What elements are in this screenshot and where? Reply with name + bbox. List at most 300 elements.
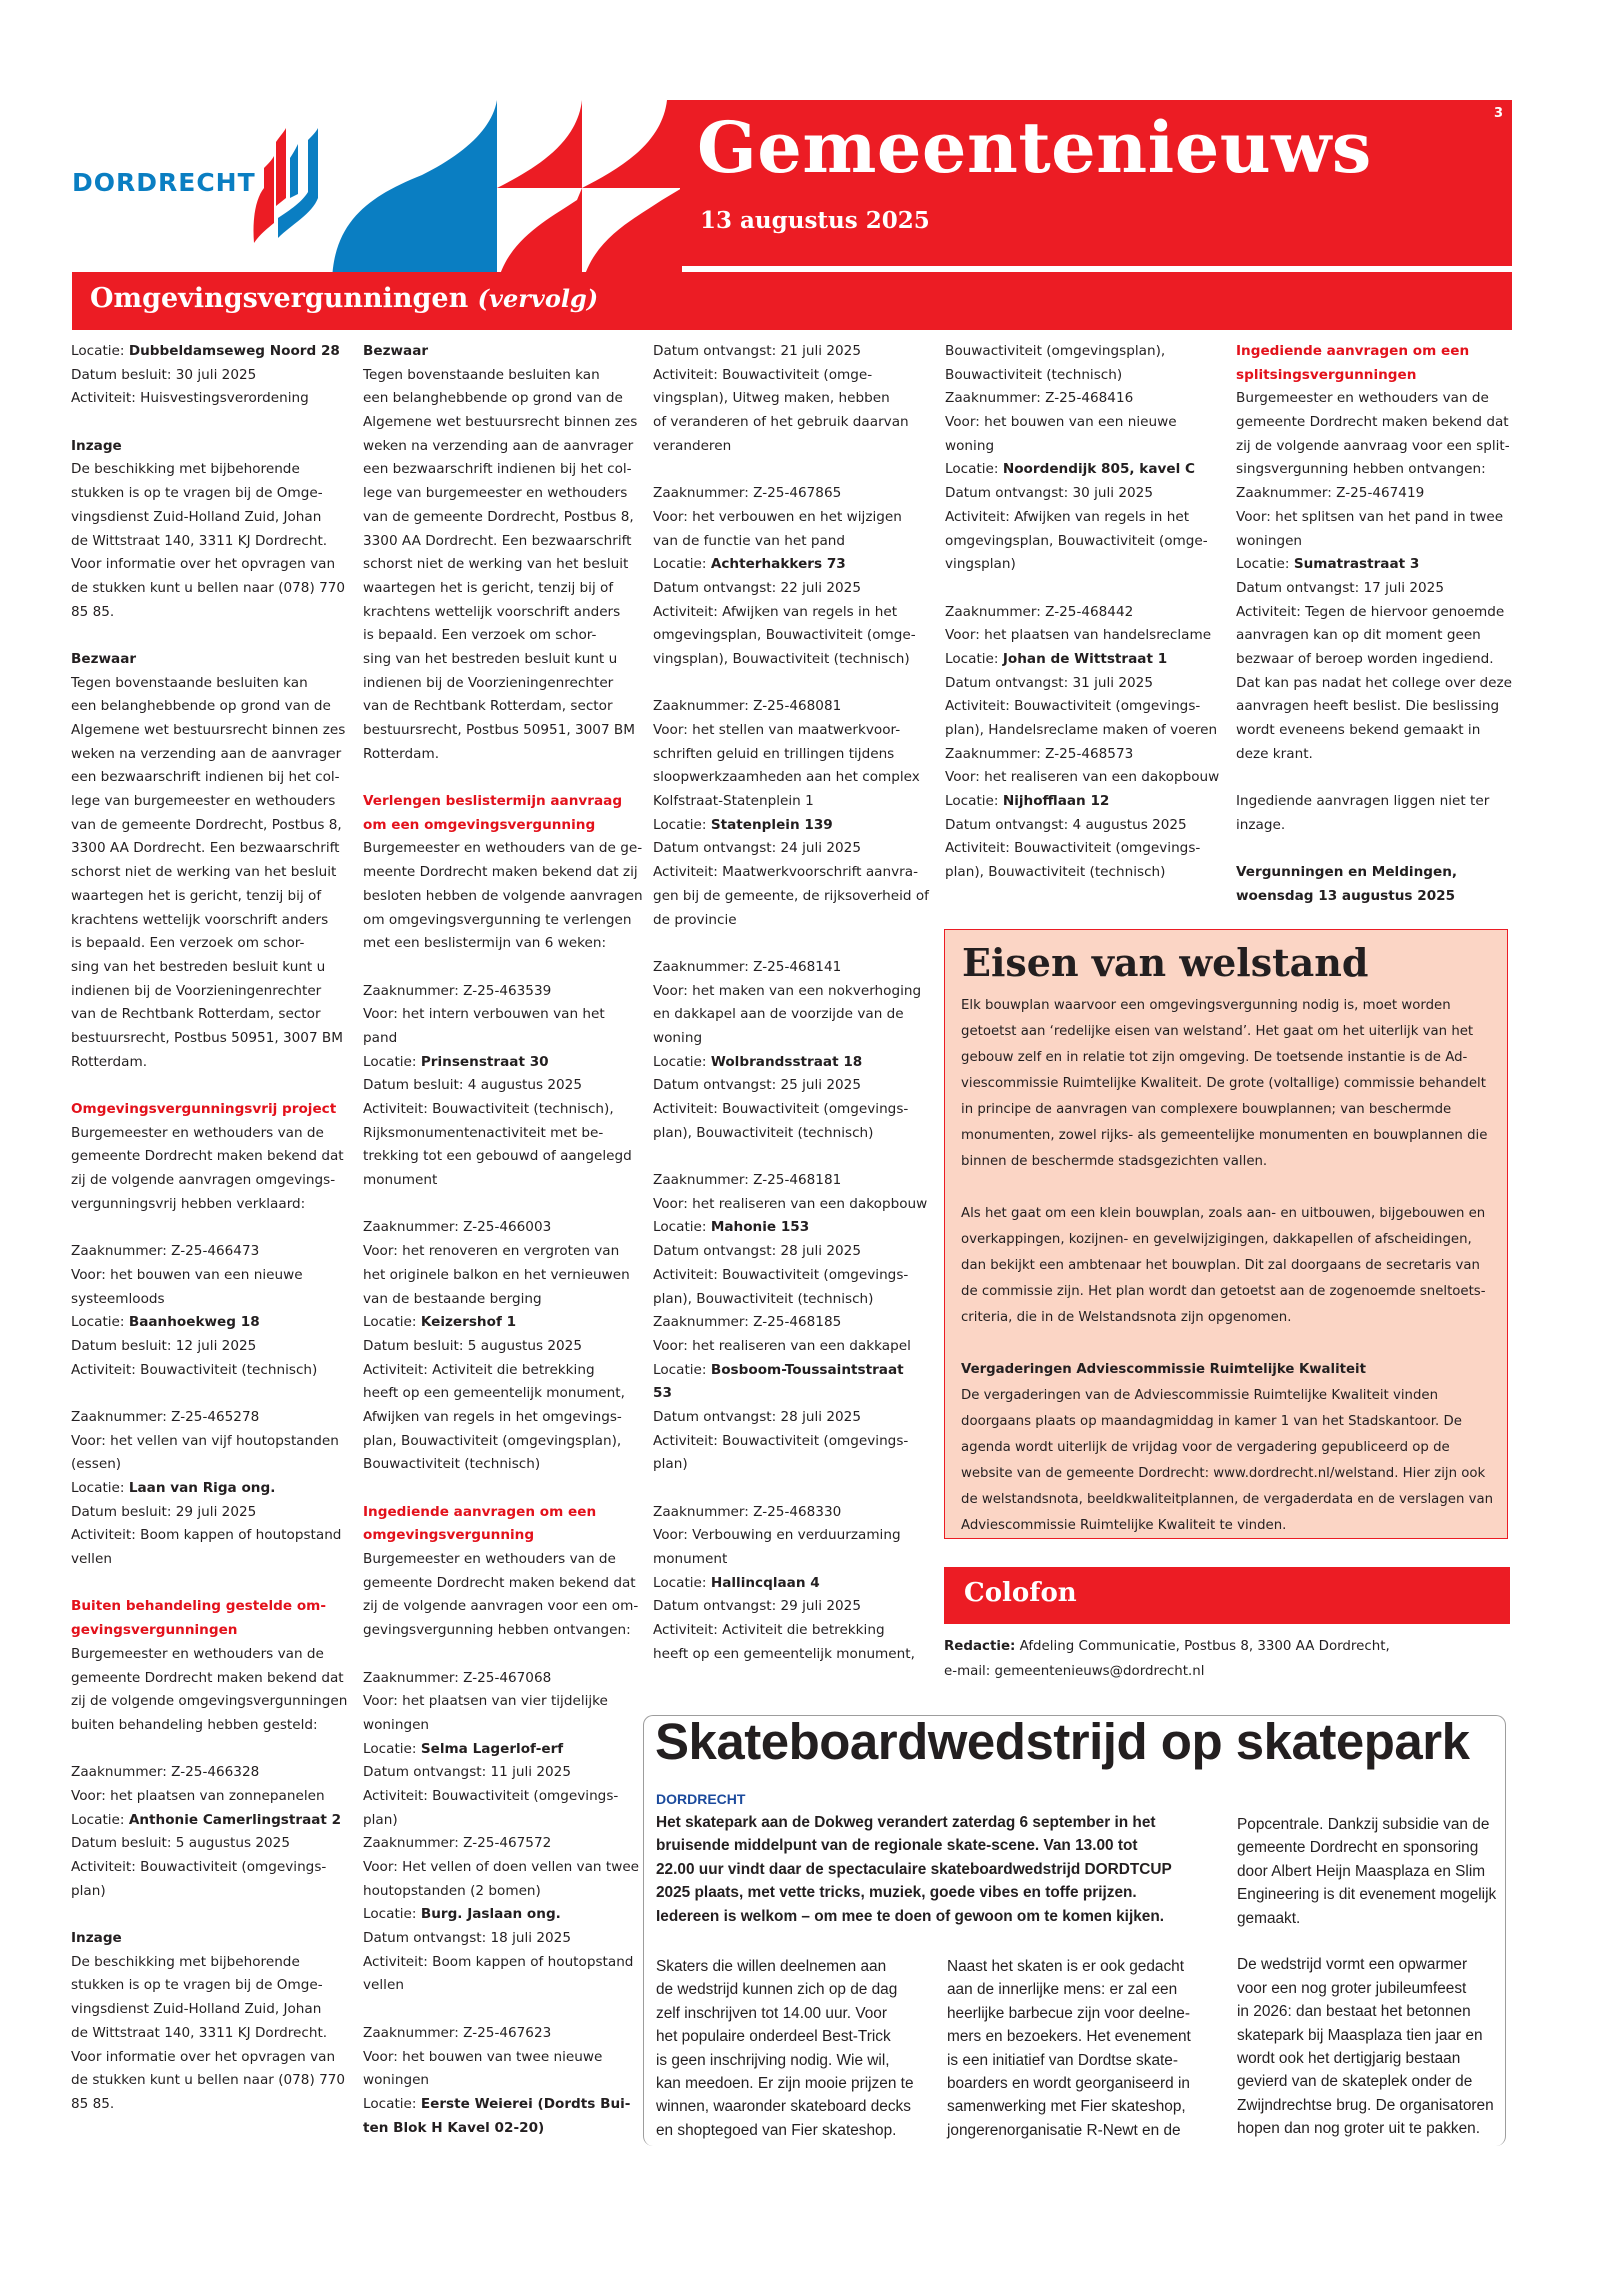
text-line: zij de volgende aanvragen omgevings- xyxy=(71,1172,336,1189)
text-line: Voor: het vellen van vijf houtopstanden xyxy=(71,1432,339,1449)
text-line: stukken is op te vragen bij de Omge- xyxy=(71,485,323,502)
text-line: Voor: het bouwen van een nieuwe xyxy=(71,1266,303,1283)
label: Locatie: xyxy=(945,461,1003,478)
dordrecht-logo-icon xyxy=(246,128,328,243)
text-line: bestuursrecht, Postbus 50951, 3007 BM xyxy=(363,722,635,738)
blank-line xyxy=(1236,766,1516,790)
skate-article-column-3 xyxy=(1237,1813,1496,2140)
text-line: Afwijken van regels in het omgevings- xyxy=(363,1408,622,1425)
text-line: een belanghebbende op grond van de xyxy=(71,698,331,715)
blank-line xyxy=(71,1074,351,1098)
text-line: Datum ontvangst: 30 juli 2025 xyxy=(945,485,1153,502)
blank-line xyxy=(653,458,933,482)
text-line: viescommissie Ruimtelijke Kwaliteit. De grote (voltallige) commissie behandelt xyxy=(961,1076,1486,1091)
text-line: Zaaknummer: Z-25-466473 xyxy=(71,1243,260,1260)
text-line: Activiteit: Bouwactiviteit (technisch), xyxy=(363,1101,614,1117)
text-line: zij de volgende aanvraag voor een split- xyxy=(1236,437,1510,454)
text-line: wordt eveneens bekend gemaakt in xyxy=(1236,722,1481,738)
blank-line xyxy=(71,411,351,435)
text-line: Datum besluit: 30 juli 2025 xyxy=(71,366,257,383)
notice-column-4 xyxy=(945,340,1225,885)
text-line: is bepaald. Een verzoek om schor- xyxy=(363,627,597,644)
text-line: gemeente Dordrecht maken bekend dat xyxy=(1236,414,1509,431)
location-line xyxy=(363,2093,643,2117)
text-line: plan), Bouwactiviteit (technisch) xyxy=(945,864,1166,881)
text-line: Burgemeester en wethouders van de ge- xyxy=(363,840,643,857)
article-text-line: in 2026: dan bestaat het betonnen xyxy=(1237,2003,1471,2021)
blank-line xyxy=(945,577,1225,601)
text-line: in principe de aanvragen van complexere bouwplannen; van beschermde xyxy=(961,1102,1452,1117)
text-line: Zaaknummer: Z-25-468573 xyxy=(945,745,1134,762)
text-line: e-mail: gemeentenieuws@dordrecht.nl xyxy=(944,1664,1205,1679)
article-text-line: 22.00 uur vindt daar de spectaculaire skateboardwedstrijd DORDTCUP xyxy=(656,1860,1172,1878)
text-line: vergunningsvrij hebben verklaard: xyxy=(71,1195,306,1212)
location-value: Eerste Weierei (Dordts Bui- xyxy=(420,2095,631,2112)
text-line: heeft op een gemeentelijk monument, xyxy=(653,1645,915,1662)
text-line: woningen xyxy=(363,1716,430,1733)
text-line: gen bij de gemeente, de rijksoverheid of xyxy=(653,887,929,904)
location-line xyxy=(363,1738,643,1762)
text-line: schriften geluid en trillingen tijdens xyxy=(653,745,895,762)
text-line: indienen bij de Voorzieningenrechter xyxy=(71,982,322,999)
text-line: krachtens wettelijk voorschrift anders xyxy=(71,911,329,928)
text-line: Als het gaat om een klein bouwplan, zoals aan- en uitbouwen, bijgebouwen en xyxy=(961,1206,1486,1221)
article-text-line: gemeente Dordrecht en sponsoring xyxy=(1237,1839,1479,1857)
text-line: Algemene wet bestuursrecht binnen zes xyxy=(363,414,638,431)
text-line: Activiteit: Bouwactiviteit (omgevings- xyxy=(653,1101,909,1117)
article-text-line: kan meedoen. Er zijn mooie prijzen te xyxy=(656,2074,914,2092)
text-line: Zaaknummer: Z-25-468185 xyxy=(653,1314,842,1331)
bold-line: Bezwaar xyxy=(363,343,429,359)
location-value: Baanhoekweg 18 xyxy=(128,1314,260,1331)
text-line: inzage. xyxy=(1236,816,1286,833)
location-line xyxy=(71,1809,351,1833)
text-line: De beschikking met bijbehorende xyxy=(71,461,300,478)
blank-line xyxy=(363,956,643,980)
text-line: Datum ontvangst: 28 juli 2025 xyxy=(653,1408,861,1425)
text-line: houtopstanden (2 bomen) xyxy=(363,1882,541,1899)
text-line: criteria, die in de Welstandsnota zijn opgenomen. xyxy=(961,1310,1292,1325)
text-line: van de Rechtbank Rotterdam, sector xyxy=(363,698,613,715)
text-line: de welstandsnota, beeldkwaliteitplannen, de vergaderdata en de verslagen van xyxy=(961,1492,1494,1507)
text-line: Bouwactiviteit (technisch) xyxy=(363,1456,541,1473)
text-line: Zaaknummer: Z-25-467419 xyxy=(1236,485,1425,502)
article-text-line: is geen inschrijving nodig. Wie wil, xyxy=(656,2051,890,2069)
text-line: een bezwaarschrift indienen bij het col- xyxy=(363,461,632,478)
label: Locatie: xyxy=(71,1480,129,1496)
text-line: plan) xyxy=(363,1811,398,1828)
text-line: Activiteit: Activiteit die betrekking xyxy=(363,1361,595,1378)
welstand-body xyxy=(961,993,1493,1539)
text-line: Zaaknummer: Z-25-468081 xyxy=(653,698,842,715)
text-line: getoetst aan ‘redelijke eisen van welstand’. Het gaat om het uiterlijk van het xyxy=(961,1024,1474,1039)
text-line: monument xyxy=(363,1172,438,1189)
label: Locatie: xyxy=(945,793,1003,810)
text-line: is bepaald. Een verzoek om schor- xyxy=(71,935,305,952)
text-line: Voor: het renoveren en vergroten van xyxy=(363,1243,620,1260)
bold-line: woensdag 13 augustus 2025 xyxy=(1236,887,1456,904)
article-text-line: en shoptegoed van Fier skateshop. xyxy=(656,2121,897,2139)
notice-column-3 xyxy=(653,340,933,1667)
text-line: Dat kan pas nadat het college over deze xyxy=(1236,674,1513,691)
subsection-heading: gevingsvergunningen xyxy=(71,1622,238,1639)
text-line: Datum ontvangst: 24 juli 2025 xyxy=(653,840,861,857)
label: Locatie: xyxy=(363,1740,421,1757)
text-line: agenda wordt uiterlijk de vrijdag voor de vergadering gepubliceerd op de xyxy=(961,1440,1450,1455)
text-line: 3300 AA Dordrecht. Een bezwaarschrift xyxy=(71,840,340,857)
label: Locatie: xyxy=(653,1219,711,1236)
text-line: Elk bouwplan waarvoor een omgevingsvergunning nodig is, moet worden xyxy=(961,998,1451,1013)
text-line: met een beslistermijn van 6 weken: xyxy=(363,935,607,952)
text-line: doorgaans plaats op maandagmiddag in kamer 1 van het Stadskantoor. De xyxy=(961,1414,1462,1429)
text-line: pand xyxy=(363,1029,398,1046)
text-line: de Wittstraat 140, 3311 KJ Dordrecht. xyxy=(71,2024,328,2041)
text-line: of veranderen of het gebruik daarvan xyxy=(653,414,909,431)
location-line xyxy=(653,1572,933,1596)
notice-column-1 xyxy=(71,340,351,2117)
article-text-line: het populaire onderdeel Best-Trick xyxy=(656,2028,891,2046)
text-line: Activiteit: Afwijken van regels in het xyxy=(653,603,898,620)
label: Locatie: xyxy=(71,1811,129,1828)
text-line: vellen xyxy=(363,1977,404,1994)
text-line: Voor informatie over het opvragen van xyxy=(71,556,336,573)
text-line: plan), Bouwactiviteit (technisch) xyxy=(653,1290,874,1307)
text-line: meente Dordrecht maken bekend dat zij xyxy=(363,864,638,881)
text-line: weken na verzending aan de aanvrager xyxy=(363,437,634,454)
text-line: de provincie xyxy=(653,911,737,928)
text-line: Voor: het bouwen van een nieuwe xyxy=(945,414,1177,431)
text-line: woning xyxy=(653,1029,703,1046)
article-text-line: hopen dan nog groter uit te pakken. xyxy=(1237,2120,1481,2138)
text-line: Activiteit: Bouwactiviteit (omgevings- xyxy=(71,1859,327,1875)
text-line: vingsplan) xyxy=(945,556,1016,573)
article-text-line: bruisende middelpunt van de regionale skate-scene. Van 13.00 tot xyxy=(656,1837,1138,1855)
colofon-title: Colofon xyxy=(964,1578,1077,1608)
text-line: Voor: het splitsen van het pand in twee xyxy=(1236,508,1504,525)
article-text-line: winnen, waaronder skateboard decks xyxy=(656,2098,911,2116)
text-line: Burgemeester en wethouders van de xyxy=(363,1551,616,1568)
text-line: schorst niet de werking van het besluit xyxy=(363,556,629,573)
text-line: Rotterdam. xyxy=(71,1053,148,1070)
text-line: woningen xyxy=(1236,532,1303,549)
text-line: een belanghebbende op grond van de xyxy=(363,390,623,407)
blank-line xyxy=(653,672,933,696)
text-line: binnen de beschermde stadsgezichten vallen. xyxy=(961,1154,1268,1169)
issue-date: 13 augustus 2025 xyxy=(700,207,930,234)
text-line: en dakkapel aan de voorzijde van de xyxy=(653,1006,904,1023)
blank-line xyxy=(71,1738,351,1762)
location-line xyxy=(945,790,1225,814)
subsection-heading: Buiten behandeling gestelde om- xyxy=(71,1598,326,1615)
text-line: bestuursrecht, Postbus 50951, 3007 BM xyxy=(71,1029,343,1046)
text-line: Zaaknummer: Z-25-467865 xyxy=(653,485,842,502)
section-title-main: Omgevingsvergunningen xyxy=(90,283,469,314)
text-line: plan) xyxy=(653,1456,688,1473)
text-line: Zaaknummer: Z-25-468416 xyxy=(945,390,1134,407)
text-line: omgevingsplan, Bouwactiviteit (omge- xyxy=(945,532,1208,549)
location-value: Bosboom-Toussaintstraat xyxy=(710,1361,904,1378)
text-line: een bezwaarschrift indienen bij het col- xyxy=(71,769,340,786)
article-text-line: Naast het skaten is er ook gedacht xyxy=(947,1958,1184,1975)
text-line: Voor: het realiseren van een dakkapel xyxy=(653,1337,911,1354)
subsection-heading: Omgevingsvergunningsvrij project xyxy=(71,1101,337,1117)
text-line: Zaaknummer: Z-25-467623 xyxy=(363,2024,552,2041)
text-line: De beschikking met bijbehorende xyxy=(71,1953,300,1970)
location-line xyxy=(71,1477,351,1501)
blank-line xyxy=(363,1643,643,1667)
text-line: Datum besluit: 5 augustus 2025 xyxy=(363,1337,582,1354)
text-line: Rotterdam. xyxy=(363,745,440,762)
location-value: Laan van Riga ong. xyxy=(128,1480,276,1496)
blank-line xyxy=(1236,837,1516,861)
blank-line xyxy=(363,1477,643,1501)
text-line: sing van het bestreden besluit kunt u xyxy=(363,650,618,667)
text-line: singsvergunning hebben ontvangen: xyxy=(1236,461,1486,478)
text-line: Tegen bovenstaande besluiten kan xyxy=(71,674,308,691)
text-line: Datum ontvangst: 11 juli 2025 xyxy=(363,1764,571,1781)
location-line xyxy=(653,553,933,577)
text-line: van de bestaande berging xyxy=(363,1290,542,1307)
location-value: Anthonie Camerlingstraat 2 xyxy=(128,1811,342,1828)
text-line: vingsdienst Zuid-Holland Zuid, Johan xyxy=(71,508,322,525)
text-line: Tegen bovenstaande besluiten kan xyxy=(363,366,600,383)
text-line: Zaaknummer: Z-25-467068 xyxy=(363,1669,552,1686)
text-line: Datum ontvangst: 17 juli 2025 xyxy=(1236,579,1444,596)
text-line: bezwaar of beroep worden ingediend. xyxy=(1236,650,1494,667)
notice-column-5 xyxy=(1236,340,1516,909)
article-text-line: Popcentrale. Dankzij subsidie van de xyxy=(1237,1816,1490,1833)
blank-line xyxy=(71,1216,351,1240)
text-line: trekking tot een gebouwd of aangelegd xyxy=(363,1148,632,1165)
text-line: Zaaknummer: Z-25-467572 xyxy=(363,1835,552,1852)
label: Locatie: xyxy=(363,1314,421,1331)
location-value: Mahonie 153 xyxy=(710,1219,810,1236)
text-line: waartegen het is gericht, tenzij bij of xyxy=(363,579,614,596)
text-line: Datum besluit: 4 augustus 2025 xyxy=(363,1077,582,1094)
location-line xyxy=(653,1216,933,1240)
text-line: Datum ontvangst: 28 juli 2025 xyxy=(653,1243,861,1260)
text-line: De vergaderingen van de Adviescommissie Ruimtelijke Kwaliteit vinden xyxy=(961,1388,1439,1403)
text-line: schorst niet de werking van het besluit xyxy=(71,864,337,881)
header-wave-graphic xyxy=(332,100,682,288)
text-line: de commissie zijn. Het plan wordt dan getoetst aan de zogenoemde sneltoets- xyxy=(961,1284,1486,1299)
text-line xyxy=(944,1634,1390,1659)
location-line xyxy=(945,648,1225,672)
label: Locatie: xyxy=(653,1574,711,1591)
text-line: van de functie van het pand xyxy=(653,532,846,549)
subsection-heading: Ingediende aanvragen om een xyxy=(1236,343,1470,359)
text-line: Voor: Verbouwing en verduurzaming xyxy=(653,1527,901,1544)
text-line: het originele balkon en het vernieuwen xyxy=(363,1266,630,1283)
skate-article-lead xyxy=(656,1811,1172,1928)
text-line: deze krant. xyxy=(1236,745,1313,762)
blank-line xyxy=(653,932,933,956)
text-line: Datum besluit: 12 juli 2025 xyxy=(71,1337,257,1354)
blank-line xyxy=(71,1382,351,1406)
text-line: plan), Bouwactiviteit (technisch) xyxy=(653,1124,874,1141)
blank-line xyxy=(71,1572,351,1596)
location-line xyxy=(363,1311,643,1335)
blank-line xyxy=(71,1903,351,1927)
label: Locatie: xyxy=(363,2095,421,2112)
location-value: Statenplein 139 xyxy=(710,816,833,833)
text-line: stukken is op te vragen bij de Omge- xyxy=(71,1977,323,1994)
bold-line: 53 xyxy=(653,1385,672,1402)
subsection-heading: splitsingsvergunningen xyxy=(1236,366,1417,383)
text-line: Voor: het maken van een nokverhoging xyxy=(653,982,922,999)
article-text-line: De wedstrijd vormt een opwarmer xyxy=(1237,1956,1468,1974)
article-text-line: gevierd van de skateplek onder de xyxy=(1237,2073,1473,2091)
text-line: Datum ontvangst: 25 juli 2025 xyxy=(653,1077,861,1094)
blank-line xyxy=(1237,1930,1496,1953)
text-line: monument xyxy=(653,1551,728,1568)
text-line: indienen bij de Voorzieningenrechter xyxy=(363,674,614,691)
article-text-line: door Albert Heijn Maasplaza en Slim xyxy=(1237,1862,1486,1880)
text-line: Voor: het realiseren van een dakopbouw xyxy=(945,769,1220,786)
text-line: overkappingen, kozijnen- en gevelwijzigingen, dakkapellen of afscheidingen, xyxy=(961,1232,1472,1247)
text-line: Zaaknummer: Z-25-468181 xyxy=(653,1172,842,1189)
masthead-title: Gemeentenieuws xyxy=(697,106,1372,189)
location-value: Keizershof 1 xyxy=(420,1314,517,1331)
location-line xyxy=(363,1051,643,1075)
bold-line: Inzage xyxy=(71,1930,122,1947)
blank-line xyxy=(363,1193,643,1217)
text-line: Voor: het plaatsen van handelsreclame xyxy=(945,627,1212,644)
article-text-line: heerlijke barbecue zijn voor deelne- xyxy=(947,2004,1190,2022)
text-line: woningen xyxy=(363,2072,430,2089)
location-line xyxy=(653,814,933,838)
text: Afdeling Communicatie, Postbus 8, 3300 AA Dordrecht, xyxy=(1015,1639,1390,1654)
location-value: Sumatrastraat 3 xyxy=(1293,556,1420,573)
text-line: systeemloods xyxy=(71,1290,165,1307)
text-line: Activiteit: Huisvestingsverordening xyxy=(71,390,309,407)
page-number: 3 xyxy=(1494,106,1504,121)
text-line: om omgevingsvergunning te verlengen xyxy=(363,911,632,928)
text-line: Datum ontvangst: 22 juli 2025 xyxy=(653,579,861,596)
article-text-line: aan de innerlijke mens: er zal een xyxy=(947,1981,1178,1999)
text-line: Bouwactiviteit (omgevingsplan), xyxy=(945,343,1166,359)
article-text-line: Skaters die willen deelnemen aan xyxy=(656,1958,887,1975)
text-line: Activiteit: Bouwactiviteit (omgevings- xyxy=(363,1787,619,1804)
text-line: Activiteit: Bouwactiviteit (omgevings- xyxy=(945,840,1201,857)
label: Locatie: xyxy=(653,556,711,573)
text-line: Datum ontvangst: 18 juli 2025 xyxy=(363,1930,571,1947)
skate-article-dateline: DORDRECHT xyxy=(656,1791,746,1807)
text-line: sloopwerkzaamheden aan het complex xyxy=(653,769,920,786)
skate-article-column-2 xyxy=(947,1955,1191,2142)
label: Locatie: xyxy=(945,650,1003,667)
location-line xyxy=(945,458,1225,482)
notice-column-2 xyxy=(363,340,643,2140)
location-value: Burg. Jaslaan ong. xyxy=(420,1906,561,1923)
text-line: sing van het bestreden besluit kunt u xyxy=(71,958,326,975)
text-line: Zaaknummer: Z-25-463539 xyxy=(363,982,552,999)
bold-line: Vergaderingen Adviescommissie Ruimtelijke Kwaliteit xyxy=(961,1362,1366,1377)
text-line: buiten behandeling hebben gesteld: xyxy=(71,1716,318,1733)
blank-line xyxy=(71,624,351,648)
text-line: Rijksmonumentenactiviteit met be- xyxy=(363,1124,604,1141)
text-line: besloten hebben de volgende aanvragen xyxy=(363,887,643,904)
text-line: woning xyxy=(945,437,995,454)
text-line: lege van burgemeester en wethouders xyxy=(363,485,628,502)
text-line: Voor: het plaatsen van zonnepanelen xyxy=(71,1787,325,1804)
bold-line: Inzage xyxy=(71,437,122,454)
blank-line xyxy=(961,1175,1493,1201)
text-line: krachtens wettelijk voorschrift anders xyxy=(363,603,621,620)
text-line: Burgemeester en wethouders van de xyxy=(71,1124,324,1141)
location-value: Wolbrandsstraat 18 xyxy=(710,1053,863,1070)
text-line: de stukken kunt u bellen naar (078) 770 xyxy=(71,2072,346,2089)
text-line: Datum ontvangst: 4 augustus 2025 xyxy=(945,816,1187,833)
blank-line xyxy=(653,1477,933,1501)
text-line: 3300 AA Dordrecht. Een bezwaarschrift xyxy=(363,532,632,549)
text-line: 85 85. xyxy=(71,2095,115,2112)
text-line: van de gemeente Dordrecht, Postbus 8, xyxy=(71,816,342,833)
text-line: de stukken kunt u bellen naar (078) 770 xyxy=(71,579,346,596)
text-line: Zaaknummer: Z-25-466003 xyxy=(363,1219,552,1236)
location-line xyxy=(653,1359,933,1383)
text-line: Zaaknummer: Z-25-465278 xyxy=(71,1408,260,1425)
label: Locatie: xyxy=(653,1053,711,1070)
text-line: Datum besluit: 5 augustus 2025 xyxy=(71,1835,290,1852)
text-line: Datum besluit: 29 juli 2025 xyxy=(71,1503,257,1520)
skate-article-title: Skateboardwedstrijd op skatepark xyxy=(655,1713,1470,1770)
article-text-line: samenwerking met Fier skateshop, xyxy=(947,2098,1186,2116)
label: Locatie: xyxy=(363,1906,421,1923)
text-line: Zaaknummer: Z-25-468442 xyxy=(945,603,1134,620)
text-line: Burgemeester en wethouders van de xyxy=(71,1645,324,1662)
subsection-heading: omgevingsvergunning xyxy=(363,1527,535,1544)
text-line: 85 85. xyxy=(71,603,115,620)
text-line: plan), Handelsreclame maken of voeren xyxy=(945,722,1218,738)
text-line: van de Rechtbank Rotterdam, sector xyxy=(71,1006,321,1023)
colofon-body xyxy=(944,1634,1390,1684)
article-text-line: voor een nog groter jubileumfeest xyxy=(1237,1979,1467,1997)
blank-line xyxy=(961,1331,1493,1357)
text-line: Activiteit: Bouwactiviteit (technisch) xyxy=(71,1361,318,1378)
label: Locatie: xyxy=(363,1053,421,1070)
text-line: zij de volgende aanvragen voor een om- xyxy=(363,1598,639,1615)
text-line: Activiteit: Boom kappen of houtopstand xyxy=(71,1527,342,1544)
article-text-line: zelf inschrijven tot 14.00 uur. Voor xyxy=(656,2004,887,2022)
text-line: Ingediende aanvragen liggen niet ter xyxy=(1236,793,1490,810)
text-line: heeft op een gemeentelijk monument, xyxy=(363,1385,625,1402)
subsection-heading: Ingediende aanvragen om een xyxy=(363,1503,597,1520)
text-line: vingsplan), Bouwactiviteit (technisch) xyxy=(653,650,910,667)
label: Locatie: xyxy=(71,343,129,359)
text-line: Voor: het intern verbouwen van het xyxy=(363,1006,605,1023)
text-line: gebouw zelf en in relatie tot zijn omgeving. De toetsende instantie is de Ad- xyxy=(961,1050,1468,1065)
label: Locatie: xyxy=(1236,556,1294,573)
text-line: omgevingsplan, Bouwactiviteit (omge- xyxy=(653,627,916,644)
article-text-line: jongerenorganisatie R-Newt en de xyxy=(947,2121,1181,2139)
article-text-line: wordt ook het dertigjarig bestaan xyxy=(1237,2049,1461,2067)
text-line: Voor informatie over het opvragen van xyxy=(71,2048,336,2065)
article-text-line: Engineering is dit evenement mogelijk xyxy=(1237,1886,1497,1904)
text-line: Activiteit: Activiteit die betrekking xyxy=(653,1622,885,1639)
text-line: Voor: het realiseren van een dakopbouw xyxy=(653,1195,928,1212)
text-line: weken na verzending aan de aanvrager xyxy=(71,745,342,762)
location-line xyxy=(71,1311,351,1335)
text-line: Voor: Het vellen of doen vellen van twee xyxy=(363,1859,640,1875)
text-line: de Wittstraat 140, 3311 KJ Dordrecht. xyxy=(71,532,328,549)
text-line: gemeente Dordrecht maken bekend dat xyxy=(71,1148,344,1165)
text-line: gemeente Dordrecht maken bekend dat xyxy=(71,1669,344,1686)
location-line xyxy=(71,340,351,364)
article-text-line: gemaakt. xyxy=(1237,1909,1301,1927)
text-line: website van de gemeente Dordrecht: www.dordrecht.nl/welstand. Hier zijn ook xyxy=(961,1466,1486,1481)
article-text-line: boarders en wordt georganiseerd in xyxy=(947,2074,1190,2092)
